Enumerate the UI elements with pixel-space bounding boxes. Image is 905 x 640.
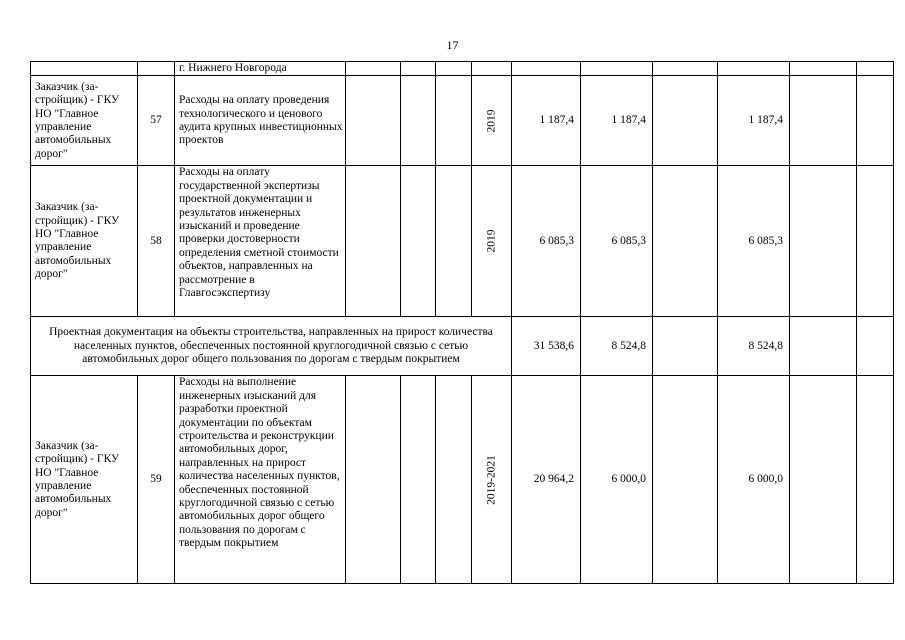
amount-cell: 8 524,8 xyxy=(718,317,790,376)
total-cell: 31 538,6 xyxy=(512,317,581,376)
planned-cell: 6 000,0 xyxy=(581,376,653,584)
row-description: г. Нижнего Новгорода xyxy=(175,62,346,76)
planned-cell: 6 085,3 xyxy=(581,166,653,317)
row-number: 57 xyxy=(138,76,175,166)
amount-cell: 6 085,3 xyxy=(718,166,790,317)
table-row xyxy=(31,166,894,317)
row-description: Расходы на выполнение инженерных изысканий для разработки проектной документации по объектам строительства и реконструкции автомобильных дорог, направленных на прирост количества населенных пунктов, обеспеченных постоянной круглогодичной связью с сетью автомобильных дорог общего пользования по дорогам с твердым покрытием xyxy=(175,376,346,584)
planned-cell: 1 187,4 xyxy=(581,76,653,166)
amount-cell: 6 000,0 xyxy=(718,376,790,584)
table-row xyxy=(31,62,894,76)
year-text: 2019-2021 xyxy=(484,454,497,505)
planned-cell: 8 524,8 xyxy=(581,317,653,376)
year-cell xyxy=(472,76,512,166)
section-title: Проектная документация на объекты строительства, направленных на прирост количества населенных пунктов, обеспеченных постоянной круглогодичной связью с сетью автомобильных дорог общего пользования по дорогам с твердым покрытием xyxy=(31,317,512,376)
row-number: 58 xyxy=(138,166,175,317)
table-row xyxy=(31,76,894,166)
customer-cell: Заказчик (за-стройщик) - ГКУ НО "Главное управление автомобильных дорог" xyxy=(31,166,138,317)
year-text: 2019 xyxy=(484,109,497,133)
budget-table xyxy=(30,61,894,584)
year-text: 2019 xyxy=(484,229,497,253)
page-number: 17 xyxy=(446,38,459,52)
year-cell xyxy=(472,166,512,317)
row-number: 59 xyxy=(138,376,175,584)
row-description: Расходы на оплату государственной экспертизы проектной документации и результатов инженерных изысканий и проведение проверки достоверности определения сметной стоимости объектов, направленных на рассмотрение в Главгосэкспертизу xyxy=(175,166,346,317)
customer-cell: Заказчик (за-стройщик) - ГКУ НО "Главное управление автомобильных дорог" xyxy=(31,76,138,166)
total-cell: 1 187,4 xyxy=(512,76,581,166)
row-description: Расходы на оплату проведения технологического и ценового аудита крупных инвестиционных проектов xyxy=(175,76,346,166)
section-row xyxy=(31,317,894,376)
year-cell xyxy=(472,376,512,584)
total-cell: 6 085,3 xyxy=(512,166,581,317)
total-cell: 20 964,2 xyxy=(512,376,581,584)
amount-cell: 1 187,4 xyxy=(718,76,790,166)
table-row xyxy=(31,376,894,584)
customer-cell: Заказчик (за-стройщик) - ГКУ НО "Главное управление автомобильных дорог" xyxy=(31,376,138,584)
